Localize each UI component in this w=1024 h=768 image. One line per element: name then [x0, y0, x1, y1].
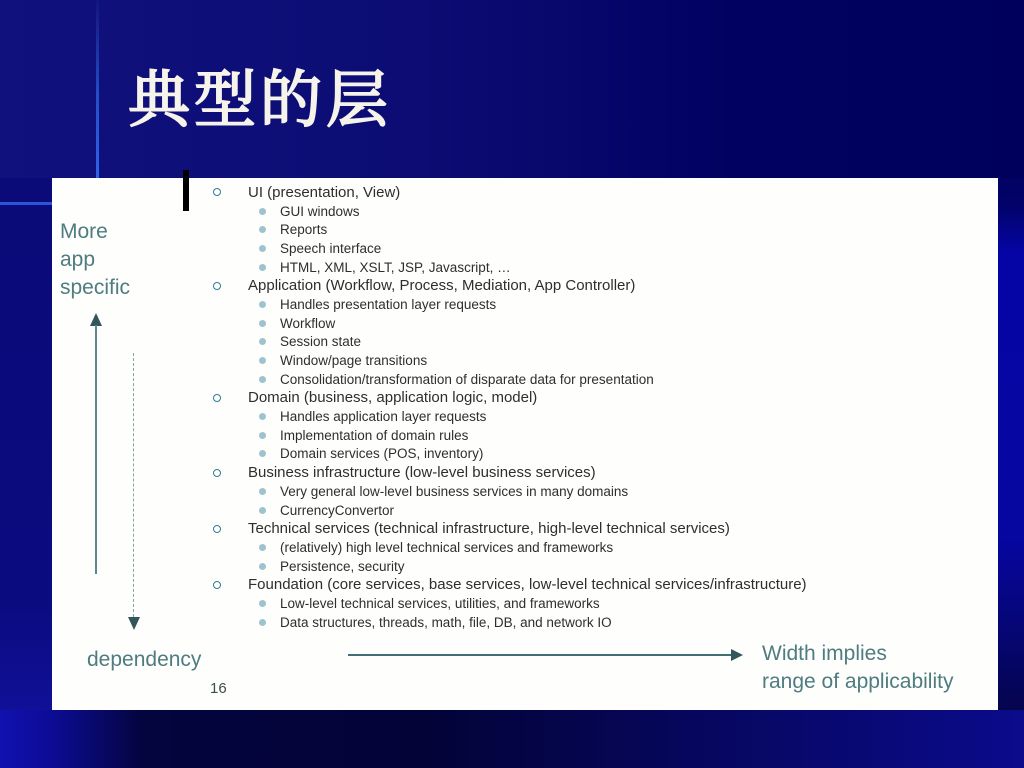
width-implies-line: range of applicability	[762, 670, 954, 693]
layer-subitem	[52, 220, 998, 239]
circle-bullet-icon	[213, 188, 221, 196]
subitem-label: Session state	[280, 334, 362, 350]
width-implies-label	[762, 640, 953, 696]
page-number: 16	[210, 680, 227, 697]
layer-item	[52, 389, 998, 408]
background-bottom-band	[0, 710, 1024, 768]
subitem-label: Low-level technical services, utilities, and frameworks	[280, 595, 600, 611]
dot-bullet-icon	[259, 544, 266, 551]
subitem-label: Very general low-level business services in many domains	[280, 483, 629, 499]
dot-bullet-icon	[259, 208, 266, 215]
layer-subitem	[52, 557, 998, 576]
background-right-band	[998, 178, 1024, 710]
dot-bullet-icon	[259, 413, 266, 420]
layer-subitem	[52, 239, 998, 258]
layer-subitem	[52, 333, 998, 352]
dot-bullet-icon	[259, 563, 266, 570]
layer-label: UI (presentation, View)	[248, 183, 401, 201]
layer-item	[52, 519, 998, 538]
dot-bullet-icon	[259, 600, 266, 607]
dot-bullet-icon	[259, 245, 266, 252]
dot-bullet-icon	[259, 264, 266, 271]
circle-bullet-icon	[213, 469, 221, 477]
layer-subitem	[52, 258, 998, 277]
layer-item	[52, 463, 998, 482]
subitem-label: Window/page transitions	[280, 353, 428, 369]
more-label-line: app	[60, 248, 96, 271]
layer-subitem	[52, 594, 998, 613]
layer-item	[52, 276, 998, 295]
layer-subitem	[52, 426, 998, 445]
circle-bullet-icon	[213, 282, 221, 290]
subitem-label: Handles presentation layer requests	[280, 296, 497, 312]
dot-bullet-icon	[259, 432, 266, 439]
right-arrow-icon	[348, 649, 743, 661]
layer-subitem	[52, 351, 998, 370]
width-implies-line: Width implies	[762, 642, 887, 665]
subitem-label: (relatively) high level technical services and frameworks	[280, 539, 614, 555]
layer-subitem	[52, 613, 998, 632]
background-left-band	[0, 178, 52, 710]
content-panel	[52, 178, 998, 710]
layer-label: Domain (business, application logic, model)	[248, 389, 538, 407]
dot-bullet-icon	[259, 301, 266, 308]
layer-subitem	[52, 445, 998, 464]
dot-bullet-icon	[259, 376, 266, 383]
circle-bullet-icon	[213, 525, 221, 533]
right-arrow-shaft	[348, 654, 732, 656]
subitem-label: Implementation of domain rules	[280, 427, 469, 443]
layer-subitem	[52, 501, 998, 520]
subitem-label: GUI windows	[280, 203, 360, 219]
layer-subitem	[52, 370, 998, 389]
subitem-label: Data structures, threads, math, file, DB, and network IO	[280, 614, 612, 630]
subitem-label: CurrencyConvertor	[280, 502, 395, 518]
layer-subitem	[52, 482, 998, 501]
dot-bullet-icon	[259, 450, 266, 457]
layer-label: Technical services (technical infrastructure, high-level technical services)	[248, 520, 730, 538]
dot-bullet-icon	[259, 226, 266, 233]
dot-bullet-icon	[259, 338, 266, 345]
background-vertical-line	[96, 0, 99, 178]
dot-bullet-icon	[259, 619, 266, 626]
more-label-line: specific	[60, 276, 131, 299]
layer-subitem	[52, 202, 998, 221]
layer-item	[52, 183, 998, 202]
layer-label: Foundation (core services, base services, low-level technical services/infrastructure)	[248, 576, 807, 594]
subitem-label: Domain services (POS, inventory)	[280, 446, 484, 462]
dot-bullet-icon	[259, 488, 266, 495]
more-label-line: More	[60, 220, 108, 243]
layer-subitem	[52, 295, 998, 314]
subitem-label: Handles application layer requests	[280, 409, 487, 425]
layer-subitem	[52, 314, 998, 333]
subitem-label: Speech interface	[280, 240, 382, 256]
subitem-label: Consolidation/transformation of disparate data for presentation	[280, 371, 654, 387]
subitem-label: HTML, XML, XSLT, JSP, Javascript, …	[280, 259, 511, 275]
layer-subitem	[52, 407, 998, 426]
subitem-label: Reports	[280, 222, 328, 238]
right-arrowhead-icon	[731, 649, 743, 661]
dot-bullet-icon	[259, 357, 266, 364]
dependency-label: dependency	[87, 648, 202, 671]
circle-bullet-icon	[213, 394, 221, 402]
layers-list	[52, 183, 998, 632]
layer-item	[52, 575, 998, 594]
dot-bullet-icon	[259, 507, 266, 514]
dot-bullet-icon	[259, 320, 266, 327]
slide-title: 典型的层	[128, 63, 393, 136]
subitem-label: Workflow	[280, 315, 336, 331]
layer-subitem	[52, 538, 998, 557]
circle-bullet-icon	[213, 581, 221, 589]
background-horizontal-line	[0, 202, 52, 205]
layer-label: Application (Workflow, Process, Mediation, App Controller)	[248, 277, 636, 295]
layer-label: Business infrastructure (low-level business services)	[248, 464, 596, 482]
subitem-label: Persistence, security	[280, 558, 405, 574]
